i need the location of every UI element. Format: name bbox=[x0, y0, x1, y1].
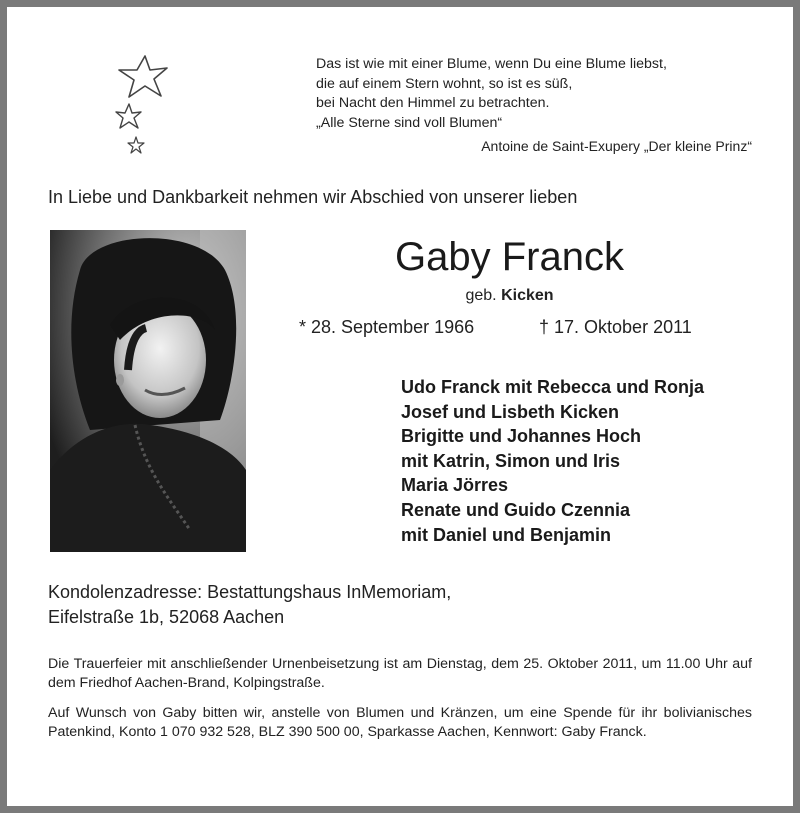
funeral-notice: Die Trauerfeier mit anschließender Urnenbeisetzung ist am Dienstag, dem 25. Oktober 2011, um 11.00 Uhr auf dem Friedhof Aachen-Brand, Kolpingstraße. bbox=[48, 656, 752, 691]
poem-quote bbox=[316, 55, 756, 133]
poem-line: „Alle Sterne sind voll Blumen“ bbox=[316, 114, 503, 131]
portrait-illustration bbox=[50, 230, 246, 552]
condolence-line: Kondolenzadresse: Bestattungshaus InMemoriam, bbox=[48, 582, 452, 602]
list-item: mit Daniel und Benjamin bbox=[401, 524, 612, 545]
death-date: † 17. Oktober 2011 bbox=[539, 317, 692, 337]
mourners-list bbox=[401, 375, 704, 547]
poem-line: Das ist wie mit einer Blume, wenn Du eine Blume liebst, bbox=[316, 56, 667, 72]
list-item: Udo Franck mit Rebecca und Ronja bbox=[401, 377, 705, 397]
poem-author: Antoine de Saint-Exupery „Der kleine Prinz“ bbox=[481, 138, 752, 154]
stars-decoration bbox=[107, 52, 177, 162]
list-item: Renate und Guido Czennia bbox=[401, 499, 631, 520]
star-large-icon bbox=[119, 56, 167, 97]
portrait-photo bbox=[50, 230, 246, 552]
obituary-card bbox=[7, 7, 793, 806]
star-small-icon bbox=[128, 137, 144, 153]
birthname-prefix: geb. bbox=[465, 287, 497, 304]
list-item: Brigitte und Johannes Hoch bbox=[401, 426, 642, 447]
list-item: Josef und Lisbeth Kicken bbox=[401, 401, 620, 422]
birthname-value: Kicken bbox=[501, 287, 554, 304]
birth-date: * 28. September 1966 bbox=[299, 317, 475, 337]
condolence-address bbox=[48, 580, 451, 629]
intro-text: In Liebe und Dankbarkeit nehmen wir Abschied von unserer lieben bbox=[48, 187, 578, 207]
list-item: mit Katrin, Simon und Iris bbox=[401, 450, 621, 471]
donation-notice: Auf Wunsch von Gaby bitten wir, anstelle von Blumen und Kränzen, um eine Spende für ihr bolivianisches Patenkind, Konto 1 070 932 528, BLZ 390 500 00, Sparkasse Aachen, Kennwort: Gaby Franck. bbox=[48, 705, 752, 740]
poem-line: die auf einem Stern wohnt, so ist es süß, bbox=[316, 75, 573, 92]
list-item: Maria Jörres bbox=[401, 475, 509, 496]
poem-line: bei Nacht den Himmel zu betrachten. bbox=[316, 95, 550, 111]
condolence-line: Eifelstraße 1b, 52068 Aachen bbox=[48, 606, 285, 627]
birth-name bbox=[287, 287, 732, 305]
deceased-name: Gaby Franck bbox=[395, 235, 624, 279]
star-medium-icon bbox=[116, 104, 141, 128]
